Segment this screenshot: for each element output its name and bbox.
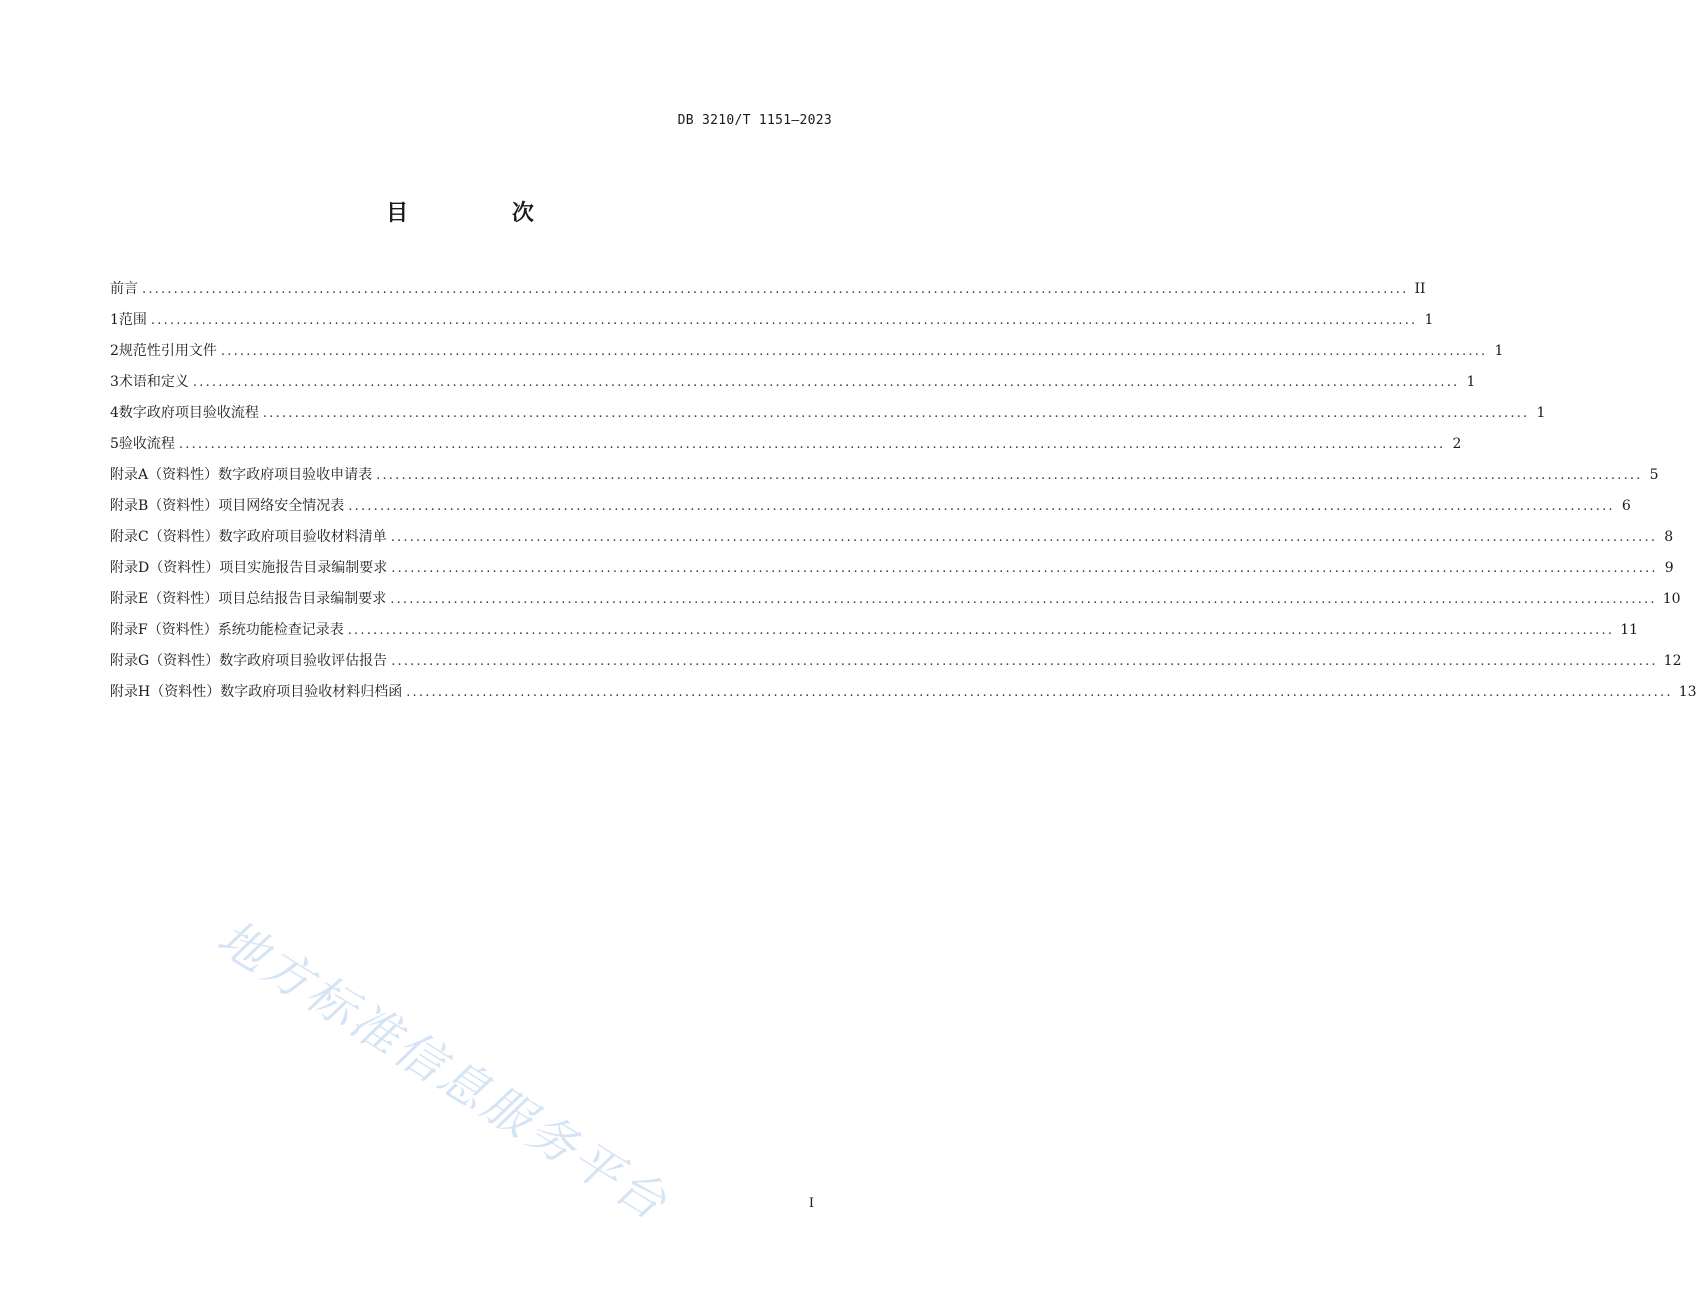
toc-entry-page: 12 [1663,653,1682,669]
toc-entry[interactable] [110,340,1504,371]
watermark: 地方标准信息服务平台 [207,909,679,1233]
standard-code: DB 3210/T 1151—2023 [677,113,832,128]
toc-dot-leader: ........................................................................................................................................................................................................ [390,530,1658,545]
toc-entry-title: 项目网络安全情况表 [218,498,345,514]
toc-entry-page: 13 [1678,684,1697,700]
toc-entry-appendix-label: 附录C（资料性） [110,529,219,545]
toc-entry-appendix-label: 附录B（资料性） [110,498,219,514]
toc-entry-title: 数字政府项目验收评估报告 [219,653,388,669]
toc-entry-page: 8 [1664,529,1674,545]
toc-entry-appendix-label: 附录G（资料性） [110,653,220,669]
toc-entry-appendix-label: 附录E（资料性） [110,591,219,607]
toc-entry-appendix-label: 附录F（资料性） [110,622,218,638]
toc-entry-title: 验收流程 [118,436,175,452]
toc-entry[interactable] [110,371,1476,402]
toc-entry[interactable] [110,650,1682,681]
toc-entry-title: 前言 [110,281,138,297]
toc-entry-title: 数字政府项目验收材料归档函 [220,684,403,700]
toc-dot-leader: ........................................................................................................................................................................................................ [347,623,1615,638]
toc-entry-appendix-label: 附录H（资料性） [110,684,221,700]
toc-entry-number: 1 [110,312,119,328]
toc-entry-title: 项目实施报告目录编制要求 [219,560,388,576]
toc-entry-title: 范围 [118,312,147,328]
toc-dot-leader: ........................................................................................................................................................................................................ [142,282,1409,297]
toc-entry-page: 10 [1662,591,1681,607]
toc-entry-number: 3 [110,374,119,390]
toc-entry-title: 项目总结报告目录编制要求 [218,591,387,607]
toc-entry-page: 1 [1466,374,1476,390]
toc-entry-title: 数字政府项目验收流程 [118,405,259,421]
toc-entry[interactable] [110,402,1546,433]
toc-entry[interactable] [110,433,1462,464]
toc-entry-appendix-label: 附录D（资料性） [110,560,220,576]
toc-entry[interactable] [110,681,1697,712]
toc-entry-title: 规范性引用文件 [118,343,217,359]
toc-entry[interactable] [110,278,1426,309]
toc-entry-page: 6 [1621,498,1631,514]
toc-entry-title: 系统功能检查记录表 [217,622,344,638]
toc-entry[interactable] [110,557,1674,588]
toc-entry-page: 1 [1536,405,1546,421]
toc-entry-page: 1 [1424,312,1434,328]
toc-entry-page: 1 [1494,343,1504,359]
toc-entry-title: 数字政府项目验收材料清单 [218,529,387,545]
toc-dot-leader: ........................................................................................................................................................................................................ [192,375,1460,390]
toc-dot-leader: ........................................................................................................................................................................................................ [178,437,1446,452]
toc-entry[interactable] [110,495,1631,526]
toc-entry[interactable] [110,588,1681,619]
toc-dot-leader: ........................................................................................................................................................................................................ [376,468,1643,483]
toc-dot-leader: ........................................................................................................................................................................................................ [390,592,1657,607]
toc-entry-page: 2 [1452,436,1462,452]
toc-entry[interactable] [110,309,1434,340]
toc-entry-title: 数字政府项目验收申请表 [218,467,373,483]
toc-dot-leader: ........................................................................................................................................................................................................ [150,313,1418,328]
toc-entry-page: II [1414,281,1426,297]
page-number: I [808,1196,814,1211]
toc-entry-number: 4 [110,405,119,421]
toc-entry[interactable] [110,464,1659,495]
toc-entry-page: 5 [1649,467,1659,483]
toc-entry-number: 5 [110,436,119,452]
toc-entry-page: 11 [1620,622,1639,638]
toc-dot-leader: ........................................................................................................................................................................................................ [220,344,1488,359]
toc-dot-leader: ........................................................................................................................................................................................................ [262,406,1530,421]
toc-dot-leader: ........................................................................................................................................................................................................ [391,654,1658,669]
toc-dot-leader: ........................................................................................................................................................................................................ [391,561,1658,576]
table-of-contents [110,278,1697,712]
toc-entry-number: 2 [110,343,119,359]
toc-entry-title: 术语和定义 [118,374,189,390]
page-title: 目 次 [386,201,582,226]
toc-entry-page: 9 [1664,560,1674,576]
toc-entry[interactable] [110,526,1674,557]
toc-dot-leader: ........................................................................................................................................................................................................ [348,499,1615,514]
toc-entry-appendix-label: 附录A（资料性） [110,467,219,483]
toc-entry[interactable] [110,619,1639,650]
toc-dot-leader: ........................................................................................................................................................................................................ [406,685,1673,700]
